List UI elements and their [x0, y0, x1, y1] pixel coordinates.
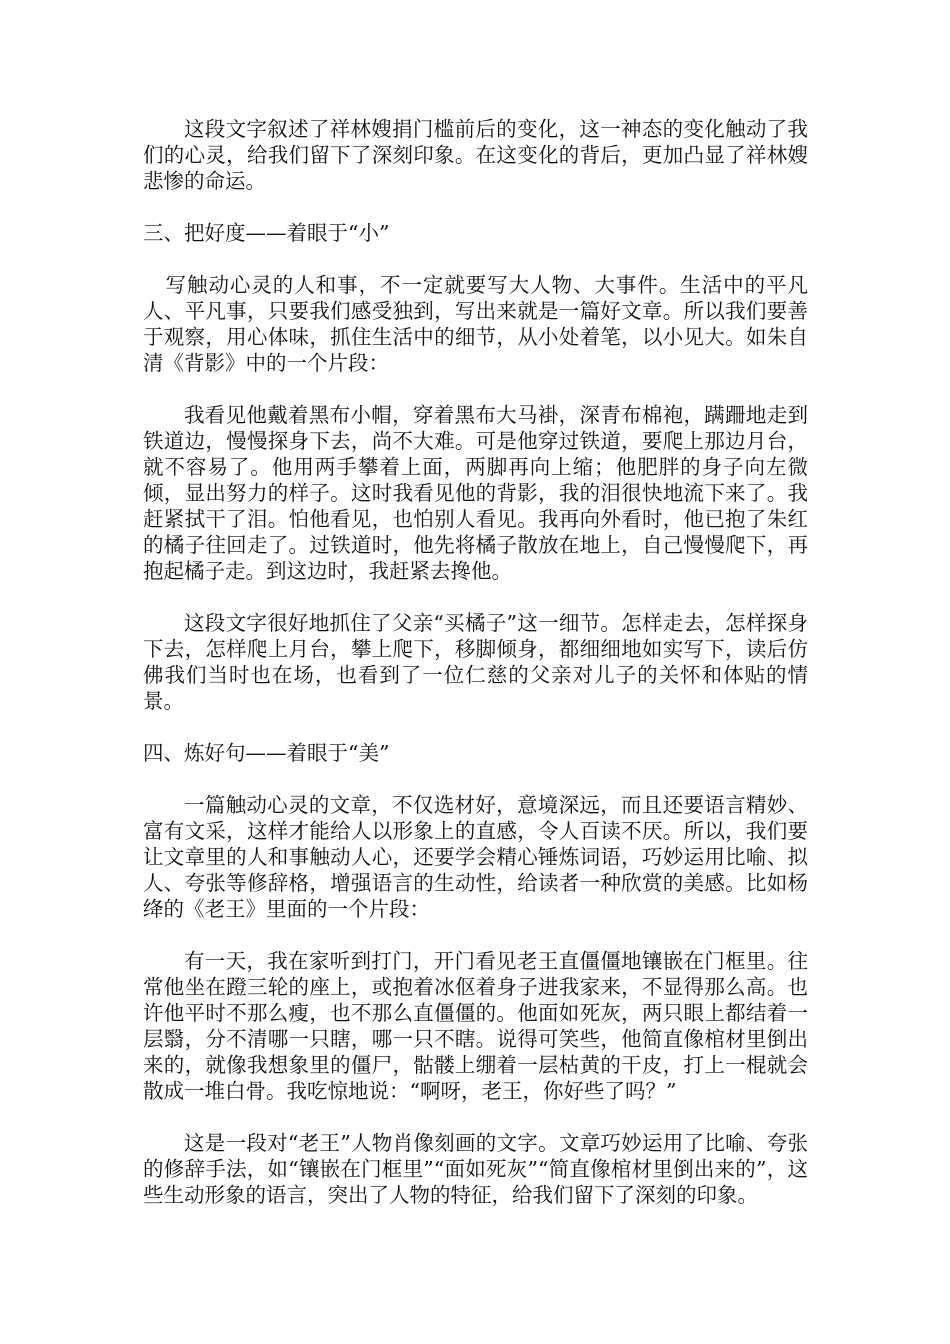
- section-heading-four: 四、炼好句——着眼于“美”: [143, 741, 390, 765]
- paragraph-laowang-excerpt: 有一天，我在家听到打门，开门看见老王直僵僵地镶嵌在门框里。往常他坐在蹬三轮的座上，或抱着冰伛着身子进我家来，不显得那么高。也许他平时不那么瘦，也不那么直僵僵的。他面如死灰，两只眼上都结着一层翳，分不清哪一只瞎，哪一只不瞎。说得可笑些，他简直像棺材里倒出来的，就像我想象里的僵尸，骷髅上绷着一层枯黄的干皮，打上一棍就会散成一堆白骨。我吃惊地说：“啊呀，老王，你好些了吗？”: [143, 949, 808, 1103]
- paragraph-laowang-analysis: 这是一段对“老王”人物肖像刻画的文字。文章巧妙运用了比喻、夸张的修辞手法，如“镶嵌在门框里”“面如死灰”“简直像棺材里倒出来的”，这些生动形象的语言，突出了人物的特征，给我们留下了深刻的印象。: [143, 1131, 808, 1207]
- paragraph-refine-sentences: 一篇触动心灵的文章，不仅选材好，意境深远，而且还要语言精妙、富有文采，这样才能给人以形象上的直感，令人百读不厌。所以，我们要让文章里的人和事触动人心，还要学会精心锤炼词语，巧妙运用比喻、拟人、夸张等修辞格，增强语言的生动性，给读者一种欣赏的美感。比如杨绛的《老王》里面的一个片段：: [143, 793, 808, 921]
- paragraph-beiying-analysis: 这段文字很好地抓住了父亲“买橘子”这一细节。怎样走去，怎样探身下去，怎样爬上月台，攀上爬下，移脚倾身，都细细地如实写下，读后仿佛我们当时也在场，也看到了一位仁慈的父亲对儿子的关怀和体贴的情景。: [143, 611, 808, 713]
- paragraph-xianglinsao-analysis: 这段文字叙述了祥林嫂捐门槛前后的变化，这一神态的变化触动了我们的心灵，给我们留下了深刻印象。在这变化的背后，更加凸显了祥林嫂悲惨的命运。: [143, 117, 808, 193]
- paragraph-beiying-excerpt: 我看见他戴着黑布小帽，穿着黑布大马褂，深青布棉袍，蹒跚地走到铁道边，慢慢探身下去，尚不大难。可是他穿过铁道，要爬上那边月台，就不容易了。他用两手攀着上面，两脚再向上缩；他肥胖的身子向左微倾，显出努力的样子。这时我看见他的背影，我的泪很快地流下来了。我赶紧拭干了泪。怕他看见，也怕别人看见。我再向外看时，他已抱了朱红的橘子往回走了。过铁道时，他先将橘子散放在地上，自己慢慢爬下，再抱起橘子走。到这边时，我赶紧去搀他。: [143, 403, 808, 583]
- paragraph-small-details: 写触动心灵的人和事，不一定就要写大人物、大事件。生活中的平凡人、平凡事，只要我们感受独到，写出来就是一篇好文章。所以我们要善于观察，用心体味，抓住生活中的细节，从小处着笔，以小见大。如朱自清《背影》中的一个片段：: [143, 273, 808, 375]
- section-heading-three: 三、把好度——着眼于“小”: [143, 221, 390, 245]
- document-page: [143, 116, 808, 1234]
